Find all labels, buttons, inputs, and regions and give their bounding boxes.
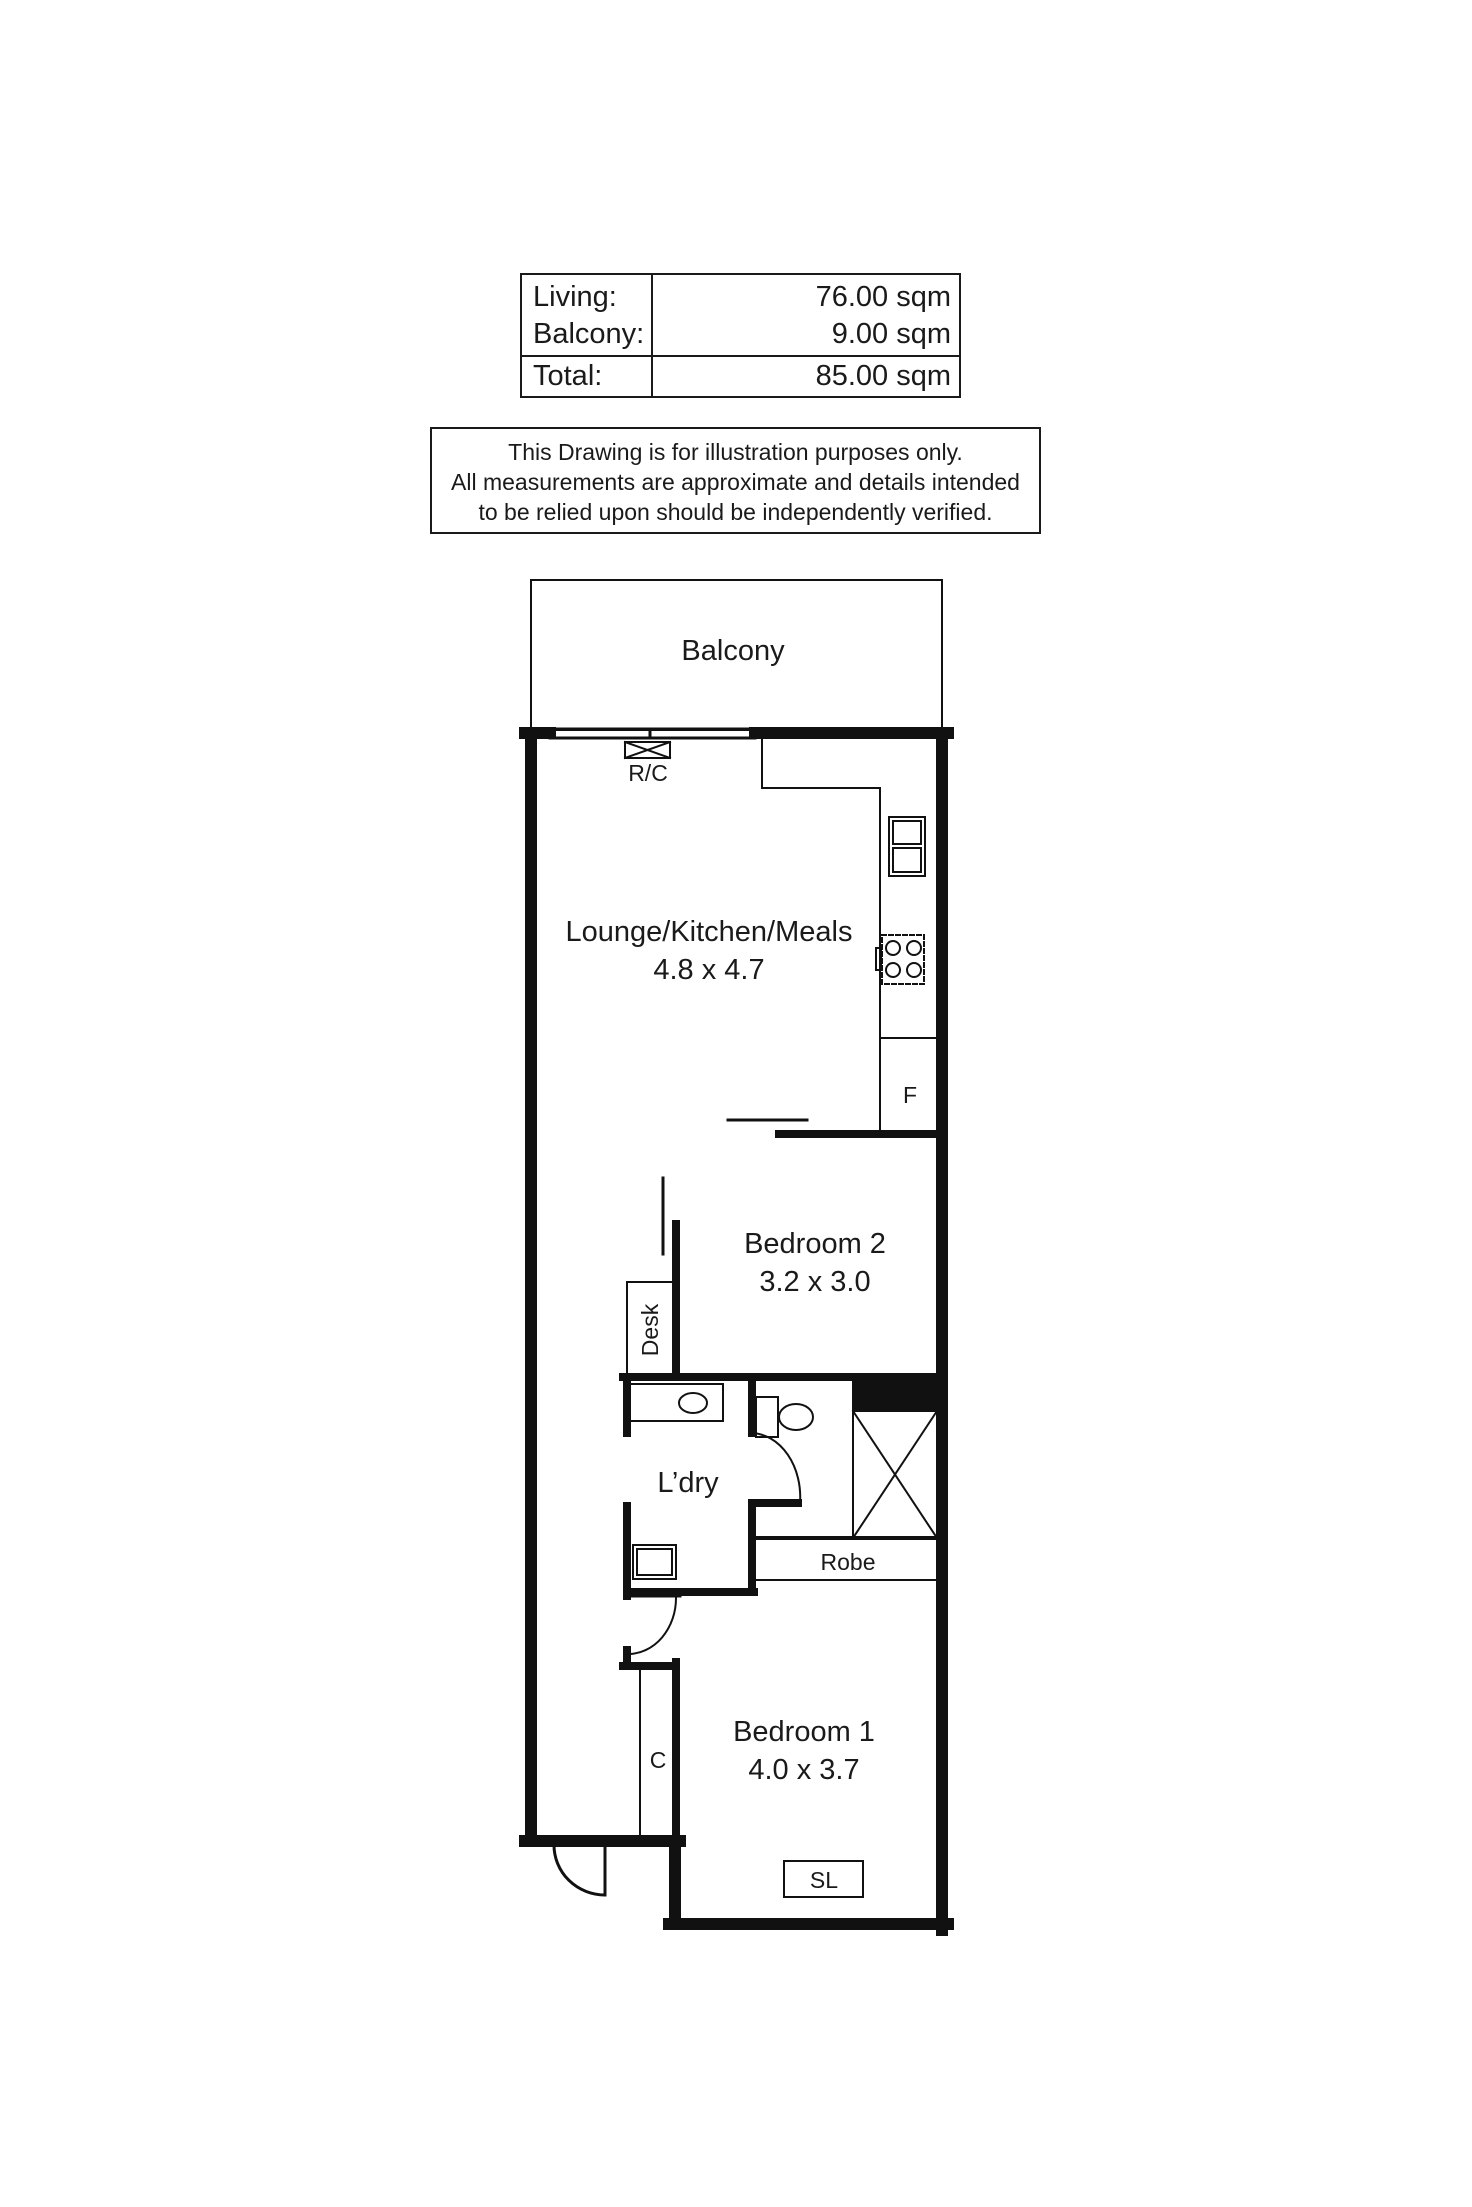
area-value: 9.00 sqm (831, 318, 951, 350)
bedroom2-dimensions: 3.2 x 3.0 (759, 1266, 871, 1298)
area-value: 76.00 sqm (815, 281, 951, 313)
balcony-label: Balcony (681, 635, 785, 667)
outer-walls (525, 733, 948, 1930)
cooktop-icon (876, 935, 924, 984)
lounge-label: Lounge/Kitchen/Meals (565, 916, 853, 948)
cupboard-label: C (649, 1747, 667, 1773)
toilet-icon (756, 1397, 813, 1437)
area-label: Living: (533, 281, 617, 313)
desk-label: Desk (637, 1303, 663, 1357)
disclaimer-line: This Drawing is for illustration purposes only. (508, 439, 963, 465)
laundry-door-swing (752, 1433, 800, 1503)
disclaimer-line: All measurements are approximate and details intended (451, 469, 1020, 495)
area-value: 85.00 sqm (815, 360, 951, 392)
bedroom2-label: Bedroom 2 (744, 1228, 886, 1260)
rc-unit-icon (625, 742, 670, 758)
area-label: Total: (533, 360, 603, 392)
shower-block (853, 1381, 942, 1411)
bedroom1-door (627, 1596, 680, 1666)
laundry-tub-icon (630, 1384, 723, 1421)
washing-machine-icon (633, 1545, 676, 1579)
lounge-dimensions: 4.8 x 4.7 (653, 954, 765, 986)
disclaimer-line: to be relied upon should be independently verified. (478, 499, 993, 525)
fridge-label: F (902, 1082, 918, 1108)
sl-label: SL (809, 1867, 839, 1893)
robe-label: Robe (820, 1549, 876, 1575)
balcony-sliding-door (550, 729, 755, 738)
rc-label: R/C (628, 760, 668, 786)
bedroom1-dimensions: 4.0 x 3.7 (748, 1754, 860, 1786)
entry-door (554, 1845, 605, 1895)
bedroom1-label: Bedroom 1 (733, 1716, 875, 1748)
laundry-label: L’dry (657, 1467, 719, 1499)
area-label: Balcony: (533, 318, 645, 350)
sink-icon (889, 817, 925, 876)
